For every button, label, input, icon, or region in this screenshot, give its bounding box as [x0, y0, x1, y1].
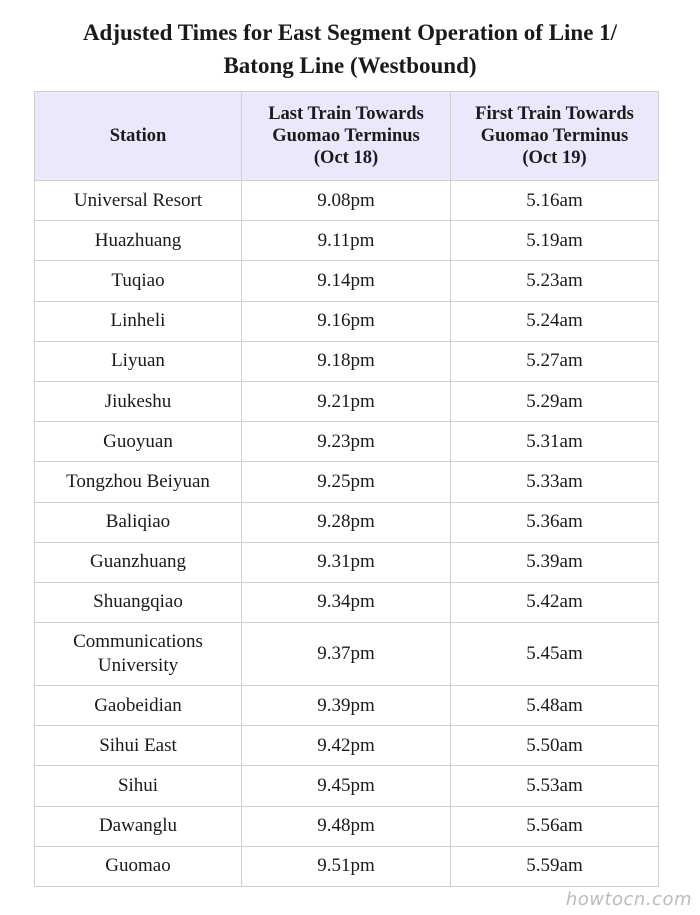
timetable — [34, 91, 659, 887]
station-name: Guoyuan — [103, 430, 173, 452]
last-train-time: 9.51pm — [242, 846, 451, 886]
station-name: Tongzhou Beiyuan — [66, 470, 210, 492]
station-cell — [35, 806, 242, 846]
first-train-time: 5.19am — [451, 221, 659, 261]
station-name: Huazhuang — [94, 229, 182, 251]
title-line-1: Adjusted Times for East Segment Operation of Line 1/ — [82, 20, 618, 45]
last-train-time: 9.16pm — [242, 301, 451, 341]
first-train-time: 5.33am — [451, 462, 659, 502]
last-train-time: 9.18pm — [242, 341, 451, 381]
station-name: Liyuan — [111, 350, 165, 372]
first-train-time: 5.24am — [451, 301, 659, 341]
first-train-time: 5.31am — [451, 422, 659, 462]
table-row — [35, 221, 659, 261]
first-train-time: 5.45am — [451, 623, 659, 686]
station-cell — [35, 301, 242, 341]
header-first-train-line-1: First Train Towards — [475, 104, 634, 124]
first-train-time: 5.16am — [451, 181, 659, 221]
table-row — [35, 846, 659, 886]
station-cell — [35, 181, 242, 221]
first-train-time: 5.50am — [451, 726, 659, 766]
last-train-time: 9.28pm — [242, 502, 451, 542]
table-row — [35, 301, 659, 341]
header-last-train-line-1: Last Train Towards — [268, 104, 424, 124]
station-cell — [35, 623, 242, 686]
first-train-time: 5.39am — [451, 542, 659, 582]
station-name: Sihui East — [99, 734, 177, 756]
header-first-train-line-2: Guomao Terminus — [480, 126, 629, 146]
table-row — [35, 462, 659, 502]
table-row — [35, 181, 659, 221]
header-station: Station — [35, 92, 242, 181]
last-train-time: 9.23pm — [242, 422, 451, 462]
last-train-time: 9.31pm — [242, 542, 451, 582]
station-cell — [35, 422, 242, 462]
title-line-2: Batong Line (Westbound) — [223, 53, 477, 78]
last-train-time: 9.21pm — [242, 381, 451, 421]
header-last-train — [242, 92, 451, 181]
table-row — [35, 381, 659, 421]
station-name: Tuqiao — [111, 269, 165, 291]
first-train-time: 5.48am — [451, 686, 659, 726]
page-title — [0, 16, 700, 82]
last-train-time: 9.11pm — [242, 221, 451, 261]
table-row — [35, 261, 659, 301]
timetable-body — [35, 181, 659, 887]
station-cell — [35, 542, 242, 582]
table-row — [35, 623, 659, 686]
first-train-time: 5.36am — [451, 502, 659, 542]
station-name: Gaobeidian — [94, 694, 182, 716]
header-last-train-line-2: Guomao Terminus — [272, 126, 420, 146]
table-row — [35, 341, 659, 381]
station-cell — [35, 726, 242, 766]
station-name: Baliqiao — [105, 511, 171, 533]
table-row — [35, 806, 659, 846]
first-train-time: 5.23am — [451, 261, 659, 301]
station-cell — [35, 261, 242, 301]
station-name: Dawanglu — [98, 815, 178, 837]
first-train-time: 5.42am — [451, 582, 659, 622]
table-row — [35, 766, 659, 806]
table-row — [35, 582, 659, 622]
last-train-time: 9.25pm — [242, 462, 451, 502]
station-name: Guomao — [105, 855, 171, 877]
first-train-time: 5.56am — [451, 806, 659, 846]
last-train-time: 9.14pm — [242, 261, 451, 301]
station-name: Guanzhuang — [89, 551, 187, 573]
station-cell — [35, 341, 242, 381]
station-cell — [35, 381, 242, 421]
header-first-train-line-3: (Oct 19) — [522, 148, 587, 168]
station-cell — [35, 502, 242, 542]
last-train-time: 9.42pm — [242, 726, 451, 766]
table-row — [35, 502, 659, 542]
table-row — [35, 726, 659, 766]
station-name: Communications — [73, 631, 203, 653]
last-train-time: 9.08pm — [242, 181, 451, 221]
station-cell — [35, 686, 242, 726]
last-train-time: 9.48pm — [242, 806, 451, 846]
first-train-time: 5.53am — [451, 766, 659, 806]
header-first-train — [451, 92, 659, 181]
station-name: Sihui — [117, 775, 159, 797]
station-cell — [35, 846, 242, 886]
table-row — [35, 542, 659, 582]
station-name: Jiukeshu — [104, 390, 172, 412]
header-last-train-line-3: (Oct 18) — [313, 148, 379, 168]
last-train-time: 9.34pm — [242, 582, 451, 622]
first-train-time: 5.59am — [451, 846, 659, 886]
table-row — [35, 422, 659, 462]
station-name: Universal Resort — [73, 189, 203, 211]
station-name: Shuangqiao — [93, 591, 183, 613]
last-train-time: 9.39pm — [242, 686, 451, 726]
watermark: howtocn.com — [565, 889, 692, 910]
station-name: Linheli — [110, 310, 166, 332]
station-cell — [35, 221, 242, 261]
first-train-time: 5.27am — [451, 341, 659, 381]
last-train-time: 9.45pm — [242, 766, 451, 806]
header-row — [35, 92, 659, 181]
station-cell — [35, 582, 242, 622]
station-cell — [35, 766, 242, 806]
station-cell — [35, 462, 242, 502]
last-train-time: 9.37pm — [242, 623, 451, 686]
station-name: University — [97, 655, 179, 677]
first-train-time: 5.29am — [451, 381, 659, 421]
table-row — [35, 686, 659, 726]
